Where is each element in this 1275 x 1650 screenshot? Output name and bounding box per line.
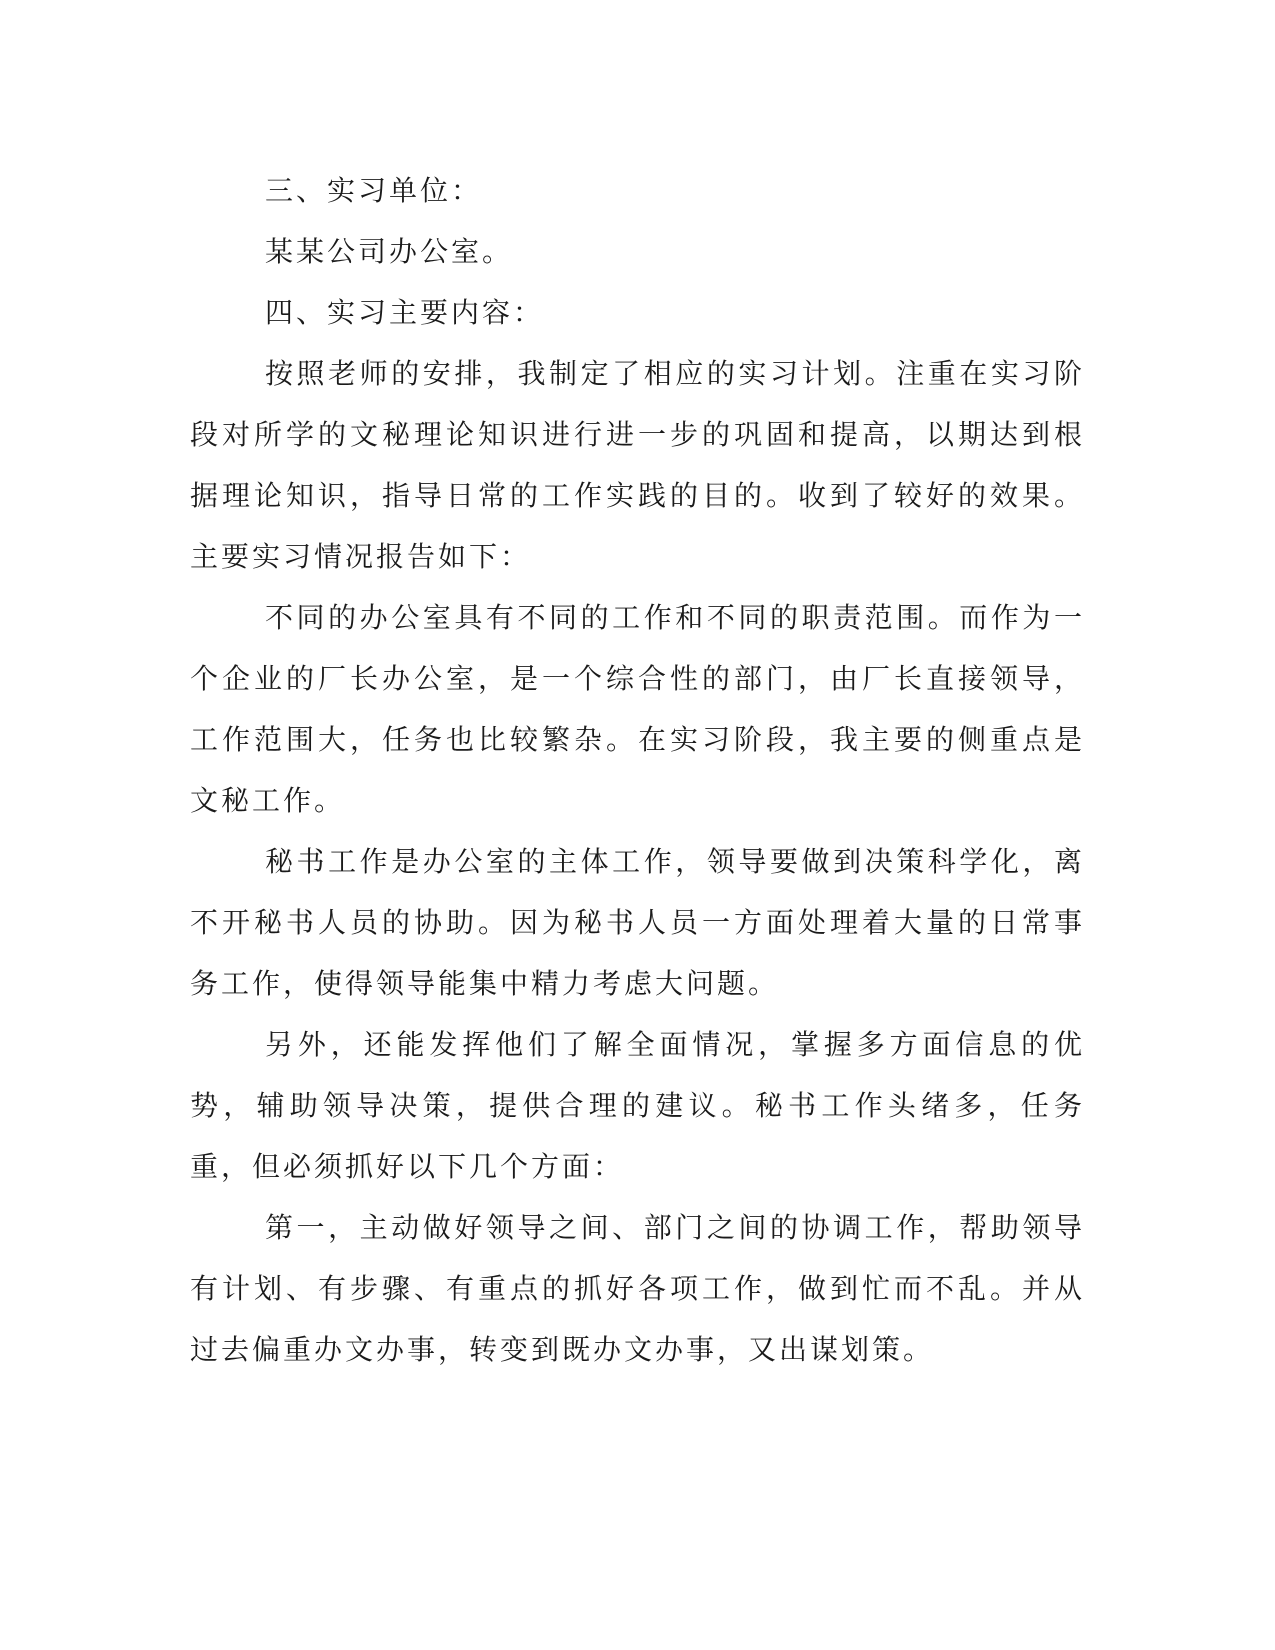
paragraph-office-scope: 不同的办公室具有不同的工作和不同的职责范围。而作为一个企业的厂长办公室，是一个综合性的部门，由厂长直接领导，工作范围大，任务也比较繁杂。在实习阶段，我主要的侧重点是文秘工作。 [190, 601, 1085, 817]
document-body [190, 160, 1085, 1380]
paragraph-internship-unit: 某某公司办公室。 [265, 235, 514, 268]
paragraph-secretary-advantage: 另外，还能发挥他们了解全面情况，掌握多方面信息的优势，辅助领导决策，提供合理的建议。秘书工作头绪多，任务重，但必须抓好以下几个方面： [190, 1028, 1085, 1183]
heading-internship-content: 四、实习主要内容： [265, 296, 545, 329]
heading-internship-unit: 三、实习单位： [265, 174, 483, 207]
paragraph-plan: 按照老师的安排，我制定了相应的实习计划。注重在实习阶段对所学的文秘理论知识进行进一步的巩固和提高，以期达到根据理论知识，指导日常的工作实践的目的。收到了较好的效果。主要实习情况报告如下： [190, 357, 1085, 573]
paragraph-first-point: 第一，主动做好领导之间、部门之间的协调工作，帮助领导有计划、有步骤、有重点的抓好各项工作，做到忙而不乱。并从过去偏重办文办事，转变到既办文办事，又出谋划策。 [190, 1211, 1085, 1366]
paragraph-secretary-role: 秘书工作是办公室的主体工作，领导要做到决策科学化，离不开秘书人员的协助。因为秘书人员一方面处理着大量的日常事务工作，使得领导能集中精力考虑大问题。 [190, 845, 1085, 1000]
